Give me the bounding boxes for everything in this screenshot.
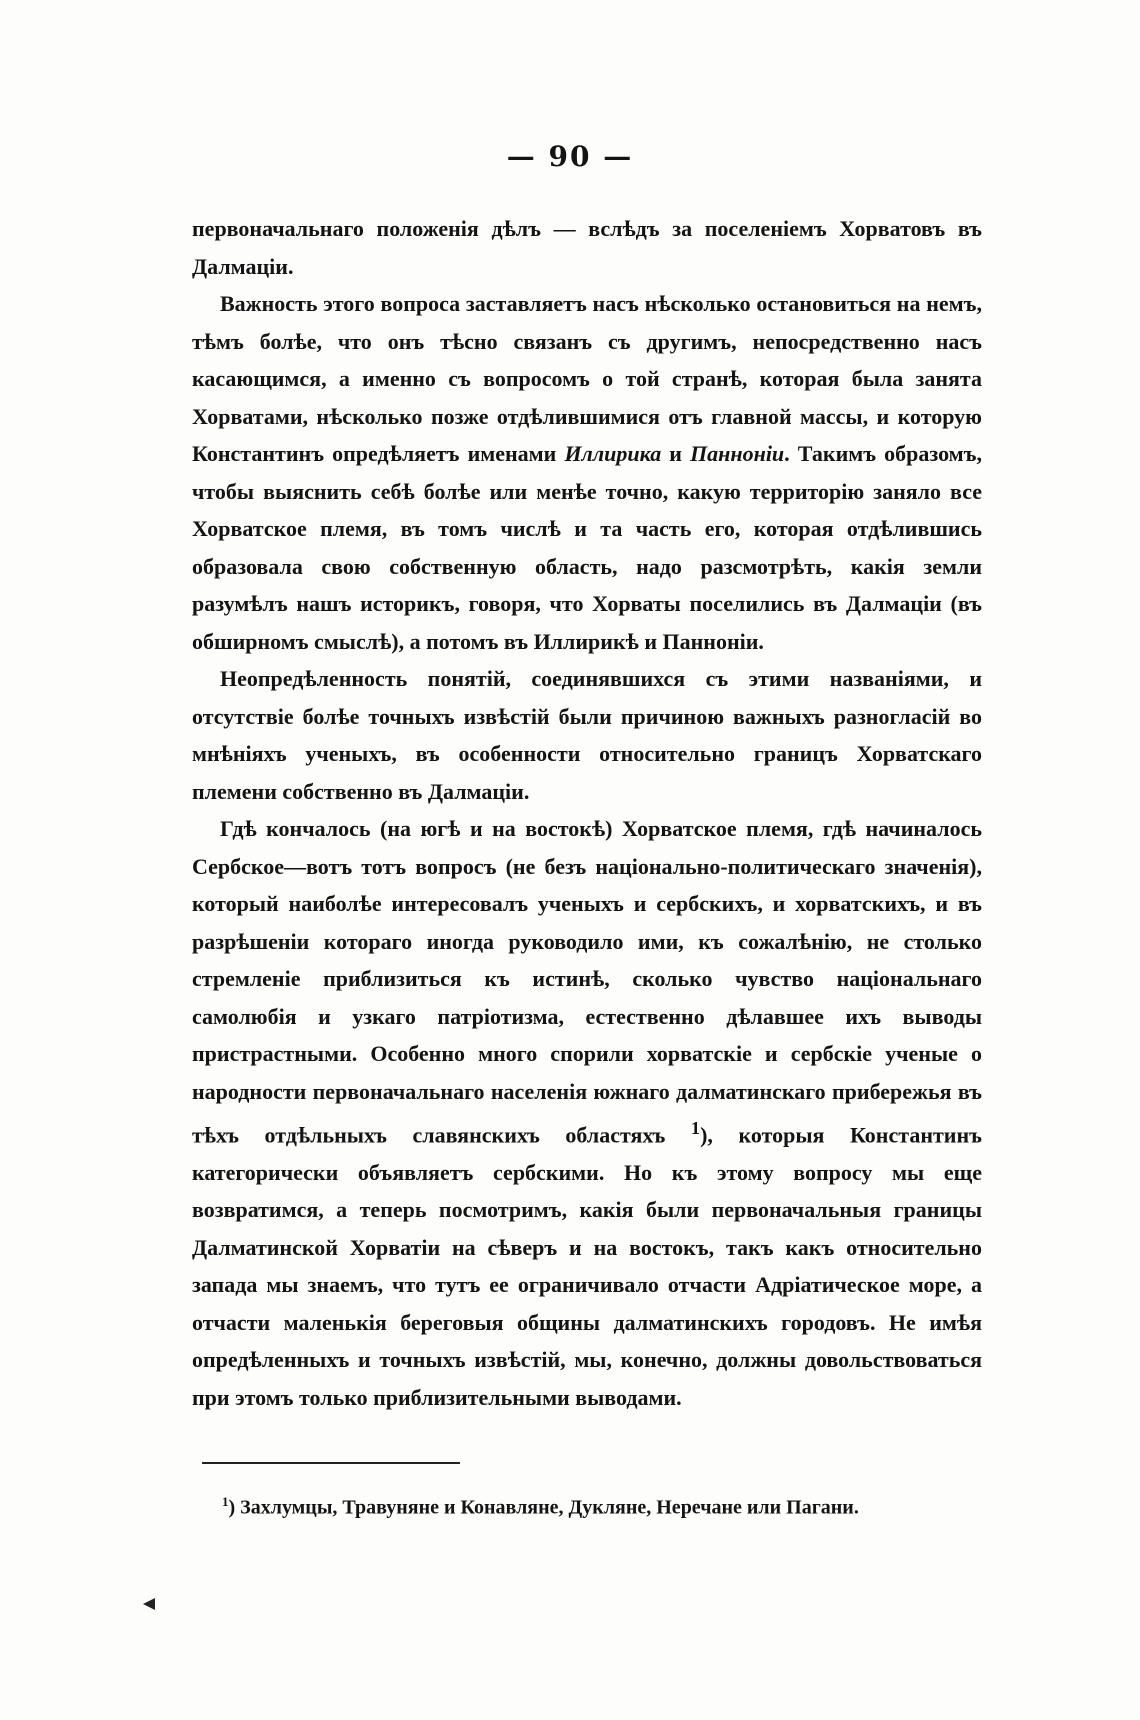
footnote-marker: 1 bbox=[222, 1494, 229, 1509]
conjunction-and: и bbox=[661, 441, 691, 466]
page-number: — 90 — bbox=[506, 140, 634, 173]
paragraph-importance bbox=[192, 285, 982, 660]
footnote-text: ) Захлумцы, Травуняне и Конавляне, Дукляне, Неречане или Пагани. bbox=[228, 1496, 859, 1519]
term-illyricum: Иллирика bbox=[564, 441, 662, 466]
footnote-reference[interactable]: 1 bbox=[690, 1118, 701, 1138]
footnote bbox=[222, 1494, 982, 1520]
paragraph-boundaries bbox=[192, 810, 982, 1416]
scan-arrow-mark-icon bbox=[143, 1598, 155, 1610]
body-text bbox=[192, 210, 982, 1416]
paragraph-boundaries-text-a: Гдѣ кончалось (на югѣ и на востокѣ) Хорватское племя, гдѣ начиналось Сербское—вотъ тотъ вопросъ (не безъ національно-политическаго значенія), который наиболѣе интересовалъ ученыхъ и сербскихъ, и хорватскихъ, и въ разрѣшеніи котораго иногда руководило ими, къ сожалѣнію, не столько стремленіе приблизиться къ истинѣ, сколько чувство національнаго самолюбія и узкаго патріотизма, естественно дѣлавшее ихъ выводы пристрастными. Особенно много спорили хорватскіе и сербскіе ученые о народности первоначальнаго населенія южнаго далматинскаго прибережья въ тѣхъ отдѣльныхъ славянскихъ областяхъ bbox=[192, 816, 982, 1148]
paragraph-importance-text-a: Важность этого вопроса заставляетъ насъ нѣсколько остановиться на немъ, тѣмъ болѣе, что онъ тѣсно связанъ съ другимъ, непосредственно насъ касающимся, а именно съ вопросомъ о той странѣ, которая была занята Хорватами, нѣсколько позже отдѣлившимися отъ главной массы, и которую Константинъ опредѣляетъ именами bbox=[192, 291, 982, 466]
paragraph-boundaries-text-b: ), которыя Константинъ категорически объявляетъ сербскими. Но къ этому вопросу мы еще возвратимся, а теперь посмотримъ, какія были первоначальныя границы Далматинской Хорватіи на сѣверъ и на востокъ, такъ какъ относительно запада мы знаемъ, что тутъ ее ограничивало отчасти Адріатическое море, а отчасти маленькія береговыя общины далматинскихъ городовъ. Не имѣя опредѣленныхъ и точныхъ извѣстій, мы, конечно, должны довольствоваться при этомъ только приблизительными выводами. bbox=[192, 1122, 982, 1410]
footnote-divider bbox=[202, 1462, 460, 1464]
paragraph-continuation: первоначальнаго положенія дѣлъ — вслѣдъ за поселеніемъ Хорватовъ въ Далмаціи. bbox=[192, 216, 982, 279]
paragraph-importance-text-b: . Такимъ образомъ, чтобы выяснить себѣ болѣе или менѣе точно, какую территорію заняло все Хорватское племя, въ томъ числѣ и та часть его, которая отдѣлившись образовала свою собственную область, надо разсмотрѣть, какія земли разумѣлъ нашъ историкъ, говоря, что Хорваты поселились въ Далмаціи (въ обширномъ смыслѣ), а потомъ въ Иллирикѣ и Панноніи. bbox=[192, 441, 982, 654]
term-pannonia: Панноніи bbox=[690, 441, 785, 466]
paragraph-uncertainty: Неопредѣленность понятій, соединявшихся съ этими названіями, и отсутствіе болѣе точныхъ извѣстій были причиною важныхъ разногласій во мнѣніяхъ ученыхъ, въ особенности относительно границъ Хорватскаго племени собственно въ Далмаціи. bbox=[192, 666, 982, 804]
